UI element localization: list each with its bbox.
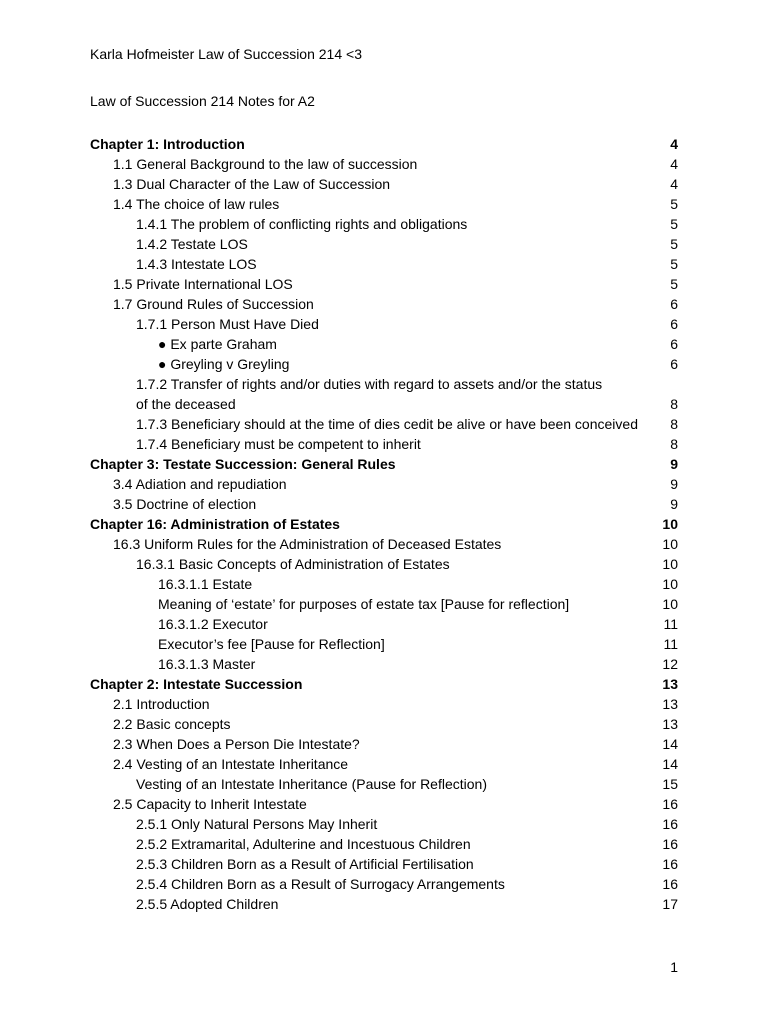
toc-entry-title: 1.1 General Background to the law of succession xyxy=(113,156,418,172)
toc-entry-title: Chapter 2: Intestate Succession xyxy=(90,676,303,692)
toc-entry-title: 2.5 Capacity to Inherit Intestate xyxy=(113,796,307,812)
toc-entry-title: 1.7.2 Transfer of rights and/or duties with regard to assets and/or the status of the deceased xyxy=(136,376,603,412)
toc-entry-page: 13 xyxy=(662,716,678,732)
table-of-contents xyxy=(90,134,678,914)
toc-entry-title: Vesting of an Intestate Inheritance (Pause for Reflection) xyxy=(136,776,487,792)
toc-entry-title: 16.3.1.2 Executor xyxy=(158,616,268,632)
toc-entry[interactable] xyxy=(90,454,678,474)
toc-entry-page: 5 xyxy=(670,216,678,232)
toc-entry-page: 11 xyxy=(663,636,678,652)
toc-entry-page: 4 xyxy=(670,176,678,192)
toc-entry-page: 5 xyxy=(670,196,678,212)
toc-entry-page: 13 xyxy=(662,696,678,712)
toc-entry[interactable] xyxy=(90,354,678,374)
toc-entry-title: 1.7.3 Beneficiary should at the time of dies cedit be alive or have been conceived xyxy=(136,416,638,432)
toc-entry[interactable] xyxy=(90,194,678,214)
toc-entry[interactable] xyxy=(90,314,678,334)
toc-entry-page: 15 xyxy=(662,776,678,792)
toc-entry-page: 16 xyxy=(662,816,678,832)
toc-entry-page: 6 xyxy=(670,356,678,372)
toc-entry[interactable] xyxy=(90,294,678,314)
toc-entry-page: 8 xyxy=(670,416,678,432)
toc-entry-title: 1.3 Dual Character of the Law of Succession xyxy=(113,176,391,192)
toc-entry-page: 16 xyxy=(662,836,678,852)
toc-entry-page: 16 xyxy=(662,856,678,872)
toc-entry[interactable] xyxy=(90,754,678,774)
toc-entry[interactable] xyxy=(90,794,678,814)
toc-entry-title: 1.7.1 Person Must Have Died xyxy=(136,316,319,332)
toc-entry[interactable] xyxy=(90,474,678,494)
toc-entry[interactable] xyxy=(90,414,678,434)
toc-entry-title: 2.5.2 Extramarital, Adulterine and Incestuous Children xyxy=(136,836,471,852)
toc-entry-title: 2.3 When Does a Person Die Intestate? xyxy=(113,736,360,752)
toc-entry-title: Chapter 16: Administration of Estates xyxy=(90,516,340,532)
toc-entry[interactable] xyxy=(90,274,678,294)
toc-entry[interactable] xyxy=(90,894,678,914)
toc-entry[interactable] xyxy=(90,874,678,894)
page-number: 1 xyxy=(670,959,678,975)
toc-entry-title: Chapter 3: Testate Succession: General Rules xyxy=(90,456,396,472)
toc-entry-title: 2.1 Introduction xyxy=(113,696,210,712)
toc-entry-title: 2.5.3 Children Born as a Result of Artificial Fertilisation xyxy=(136,856,474,872)
toc-entry-page: 10 xyxy=(662,516,678,532)
toc-entry-title: 16.3.1.3 Master xyxy=(158,656,256,672)
toc-entry[interactable] xyxy=(90,154,678,174)
toc-entry-title: 16.3.1.1 Estate xyxy=(158,576,253,592)
toc-entry[interactable] xyxy=(90,534,678,554)
toc-entry-title: 16.3.1 Basic Concepts of Administration of Estates xyxy=(136,556,450,572)
toc-entry-page: 10 xyxy=(662,596,678,612)
toc-entry-page: 13 xyxy=(662,676,678,692)
toc-entry-page: 14 xyxy=(662,736,678,752)
toc-entry-title: 16.3 Uniform Rules for the Administration of Deceased Estates xyxy=(113,536,502,552)
toc-entry-page: 10 xyxy=(662,556,678,572)
toc-entry-page: 9 xyxy=(670,476,678,492)
toc-entry-page: 12 xyxy=(662,656,678,672)
toc-entry-title: Executor’s fee [Pause for Reflection] xyxy=(158,636,385,652)
toc-entry[interactable] xyxy=(90,494,678,514)
toc-entry[interactable] xyxy=(90,834,678,854)
toc-entry-page: 4 xyxy=(670,156,678,172)
toc-entry-title: 2.5.1 Only Natural Persons May Inherit xyxy=(136,816,378,832)
toc-entry[interactable] xyxy=(90,214,678,234)
toc-entry-page: 16 xyxy=(662,796,678,812)
toc-entry-page: 5 xyxy=(670,276,678,292)
toc-entry-title: 1.5 Private International LOS xyxy=(113,276,293,292)
toc-entry[interactable] xyxy=(90,734,678,754)
toc-entry[interactable] xyxy=(90,774,678,794)
toc-entry-page: 10 xyxy=(662,576,678,592)
toc-entry[interactable] xyxy=(90,334,678,354)
toc-entry-title: 1.4.3 Intestate LOS xyxy=(136,256,257,272)
toc-entry-page: 6 xyxy=(670,336,678,352)
toc-entry[interactable] xyxy=(90,854,678,874)
toc-entry-page: 11 xyxy=(663,616,678,632)
toc-entry[interactable] xyxy=(90,254,678,274)
toc-entry-title: Chapter 1: Introduction xyxy=(90,136,245,152)
toc-entry[interactable] xyxy=(90,654,678,674)
toc-entry-title: 2.5.4 Children Born as a Result of Surrogacy Arrangements xyxy=(136,876,505,892)
toc-entry-page: 10 xyxy=(662,536,678,552)
toc-entry-page: 6 xyxy=(670,296,678,312)
toc-entry[interactable] xyxy=(90,614,678,634)
toc-entry-title: 2.2 Basic concepts xyxy=(113,716,231,732)
toc-entry[interactable] xyxy=(90,434,678,454)
toc-entry[interactable] xyxy=(90,814,678,834)
toc-entry[interactable] xyxy=(90,674,678,694)
toc-entry-title: ● Ex parte Graham xyxy=(158,336,277,352)
toc-entry-page: 5 xyxy=(670,236,678,252)
toc-entry-page: 14 xyxy=(662,756,678,772)
toc-entry-title: 1.4 The choice of law rules xyxy=(113,196,280,212)
toc-entry-page: 5 xyxy=(670,256,678,272)
toc-entry[interactable] xyxy=(90,514,678,534)
toc-entry[interactable] xyxy=(90,634,678,654)
toc-entry[interactable] xyxy=(90,574,678,594)
toc-entry-page: 16 xyxy=(662,876,678,892)
toc-entry-title: Meaning of ‘estate’ for purposes of estate tax [Pause for reflection] xyxy=(158,596,570,612)
toc-entry[interactable] xyxy=(90,134,678,154)
toc-entry-page: 9 xyxy=(670,456,678,472)
document-subtitle: Law of Succession 214 Notes for A2 xyxy=(90,93,315,109)
toc-entry-page: 9 xyxy=(670,496,678,512)
toc-entry-title: 1.4.1 The problem of conflicting rights and obligations xyxy=(136,216,468,232)
toc-entry-title: 1.7.4 Beneficiary must be competent to inherit xyxy=(136,436,421,452)
toc-entry[interactable] xyxy=(90,234,678,254)
toc-entry[interactable] xyxy=(90,714,678,734)
toc-entry-page: 8 xyxy=(670,436,678,452)
toc-entry-page: 17 xyxy=(662,896,678,912)
toc-entry-page: 8 xyxy=(670,396,678,412)
toc-entry-title: 2.4 Vesting of an Intestate Inheritance xyxy=(113,756,349,772)
toc-entry-title: 3.5 Doctrine of election xyxy=(113,496,257,512)
toc-entry-page: 6 xyxy=(670,316,678,332)
toc-entry[interactable] xyxy=(90,694,678,714)
toc-entry[interactable] xyxy=(90,174,678,194)
toc-entry-title: 1.7 Ground Rules of Succession xyxy=(113,296,314,312)
toc-entry[interactable] xyxy=(90,554,678,574)
toc-entry-title: ● Greyling v Greyling xyxy=(158,356,290,372)
toc-entry-title: 1.4.2 Testate LOS xyxy=(136,236,248,252)
toc-entry-page: 4 xyxy=(670,136,678,152)
toc-entry-title: 3.4 Adiation and repudiation xyxy=(113,476,287,492)
document-header: Karla Hofmeister Law of Succession 214 <3 xyxy=(90,46,362,62)
toc-entry-title: 2.5.5 Adopted Children xyxy=(136,896,279,912)
toc-entry[interactable] xyxy=(90,594,678,614)
toc-entry[interactable] xyxy=(90,374,678,414)
